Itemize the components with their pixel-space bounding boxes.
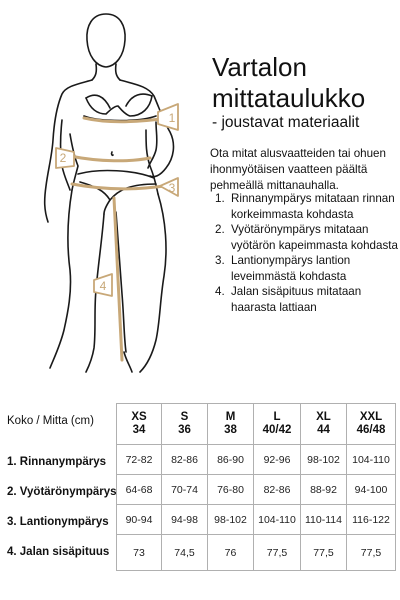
size-name: XXL — [359, 411, 383, 423]
size-name: S — [180, 411, 189, 423]
right-leg-outline — [140, 194, 166, 372]
size-eu: 46/48 — [356, 424, 386, 436]
table-header-label: Koko / Mitta (cm) — [7, 415, 94, 427]
step-number: 3. — [215, 254, 225, 267]
table-cell: 73 — [116, 535, 162, 571]
table-cell: 64-68 — [116, 475, 162, 505]
waist-tape — [70, 156, 150, 161]
step-item — [210, 222, 398, 253]
table-cell: 82-86 — [162, 445, 208, 475]
table-cell: 98-102 — [301, 445, 347, 475]
step-item — [210, 253, 398, 284]
size-eu: 34 — [132, 424, 146, 436]
table-cell: 104-110 — [254, 505, 301, 535]
row-label-hip: 3. Lantionympärys — [7, 516, 109, 528]
step-item — [210, 191, 398, 222]
step-number: 4. — [215, 285, 225, 298]
table-cell: 76 — [208, 535, 254, 571]
size-eu: 38 — [224, 424, 237, 436]
step-text: Rinnanympärys mitataan rinnan korkeimmasta kohdasta — [231, 192, 395, 221]
page-title: Vartalon mittataulukko — [212, 52, 366, 113]
size-eu: 36 — [178, 424, 191, 436]
size-header-cell — [301, 403, 347, 445]
table-cell: 104-110 — [347, 445, 396, 475]
bra-outline — [86, 96, 152, 116]
table-cell: 77,5 — [347, 535, 396, 571]
marker-2-label: 2 — [59, 151, 67, 165]
size-header-cell — [116, 403, 162, 445]
table-cell: 116-122 — [347, 505, 396, 535]
size-header-cell — [254, 403, 301, 445]
marker-1-label: 1 — [168, 111, 176, 125]
size-header-cell — [208, 403, 254, 445]
size-name: XL — [316, 411, 331, 423]
page-subtitle: - joustavat materiaalit — [212, 114, 360, 131]
intro-text: Ota mitat alusvaatteiden tai ohuen ihonmyötäisen vaatteen päältä pehmeällä mittanauhalla. — [210, 147, 386, 192]
row-label-inseam: 4. Jalan sisäpituus — [7, 546, 110, 558]
table-cell: 94-98 — [162, 505, 208, 535]
size-header-cell — [347, 403, 396, 445]
body-measurement-figure — [0, 0, 205, 385]
size-header-cell — [162, 403, 208, 445]
step-text: Jalan sisäpituus mitataan haarasta lattiaan — [231, 285, 362, 314]
table-cell: 98-102 — [208, 505, 254, 535]
table-cell: 88-92 — [301, 475, 347, 505]
size-table — [116, 403, 396, 571]
table-cell: 90-94 — [116, 505, 162, 535]
table-cell: 77,5 — [254, 535, 301, 571]
size-name: L — [273, 411, 281, 423]
step-number: 1. — [215, 192, 225, 205]
table-cell: 82-86 — [254, 475, 301, 505]
size-name: XS — [131, 411, 147, 423]
table-cell: 70-74 — [162, 475, 208, 505]
step-text: Lantionympärys lantion leveimmästä kohdasta — [231, 254, 351, 283]
table-cell: 86-90 — [208, 445, 254, 475]
size-eu: 40/42 — [262, 424, 292, 436]
left-leg-outline — [50, 190, 72, 368]
step-item — [210, 284, 398, 315]
row-label-waist: 2. Vyötärönympärys — [7, 486, 117, 498]
table-cell: 77,5 — [301, 535, 347, 571]
table-cell: 92-96 — [254, 445, 301, 475]
row-label-bust: 1. Rinnanympärys — [7, 456, 107, 468]
step-text: Vyötärönympärys mitataan vyötärön kapeimmasta kohdasta — [231, 223, 398, 252]
marker-3-label: 3 — [168, 181, 176, 195]
head-outline — [87, 14, 125, 67]
table-cell: 110-114 — [301, 505, 347, 535]
table-cell: 94-100 — [347, 475, 396, 505]
table-cell: 74,5 — [162, 535, 208, 571]
table-cell: 76-80 — [208, 475, 254, 505]
measurement-steps — [210, 191, 398, 315]
marker-4-label: 4 — [99, 279, 107, 293]
size-name: M — [225, 411, 236, 423]
table-cell: 72-82 — [116, 445, 162, 475]
size-eu: 44 — [317, 424, 330, 436]
step-number: 2. — [215, 223, 225, 236]
